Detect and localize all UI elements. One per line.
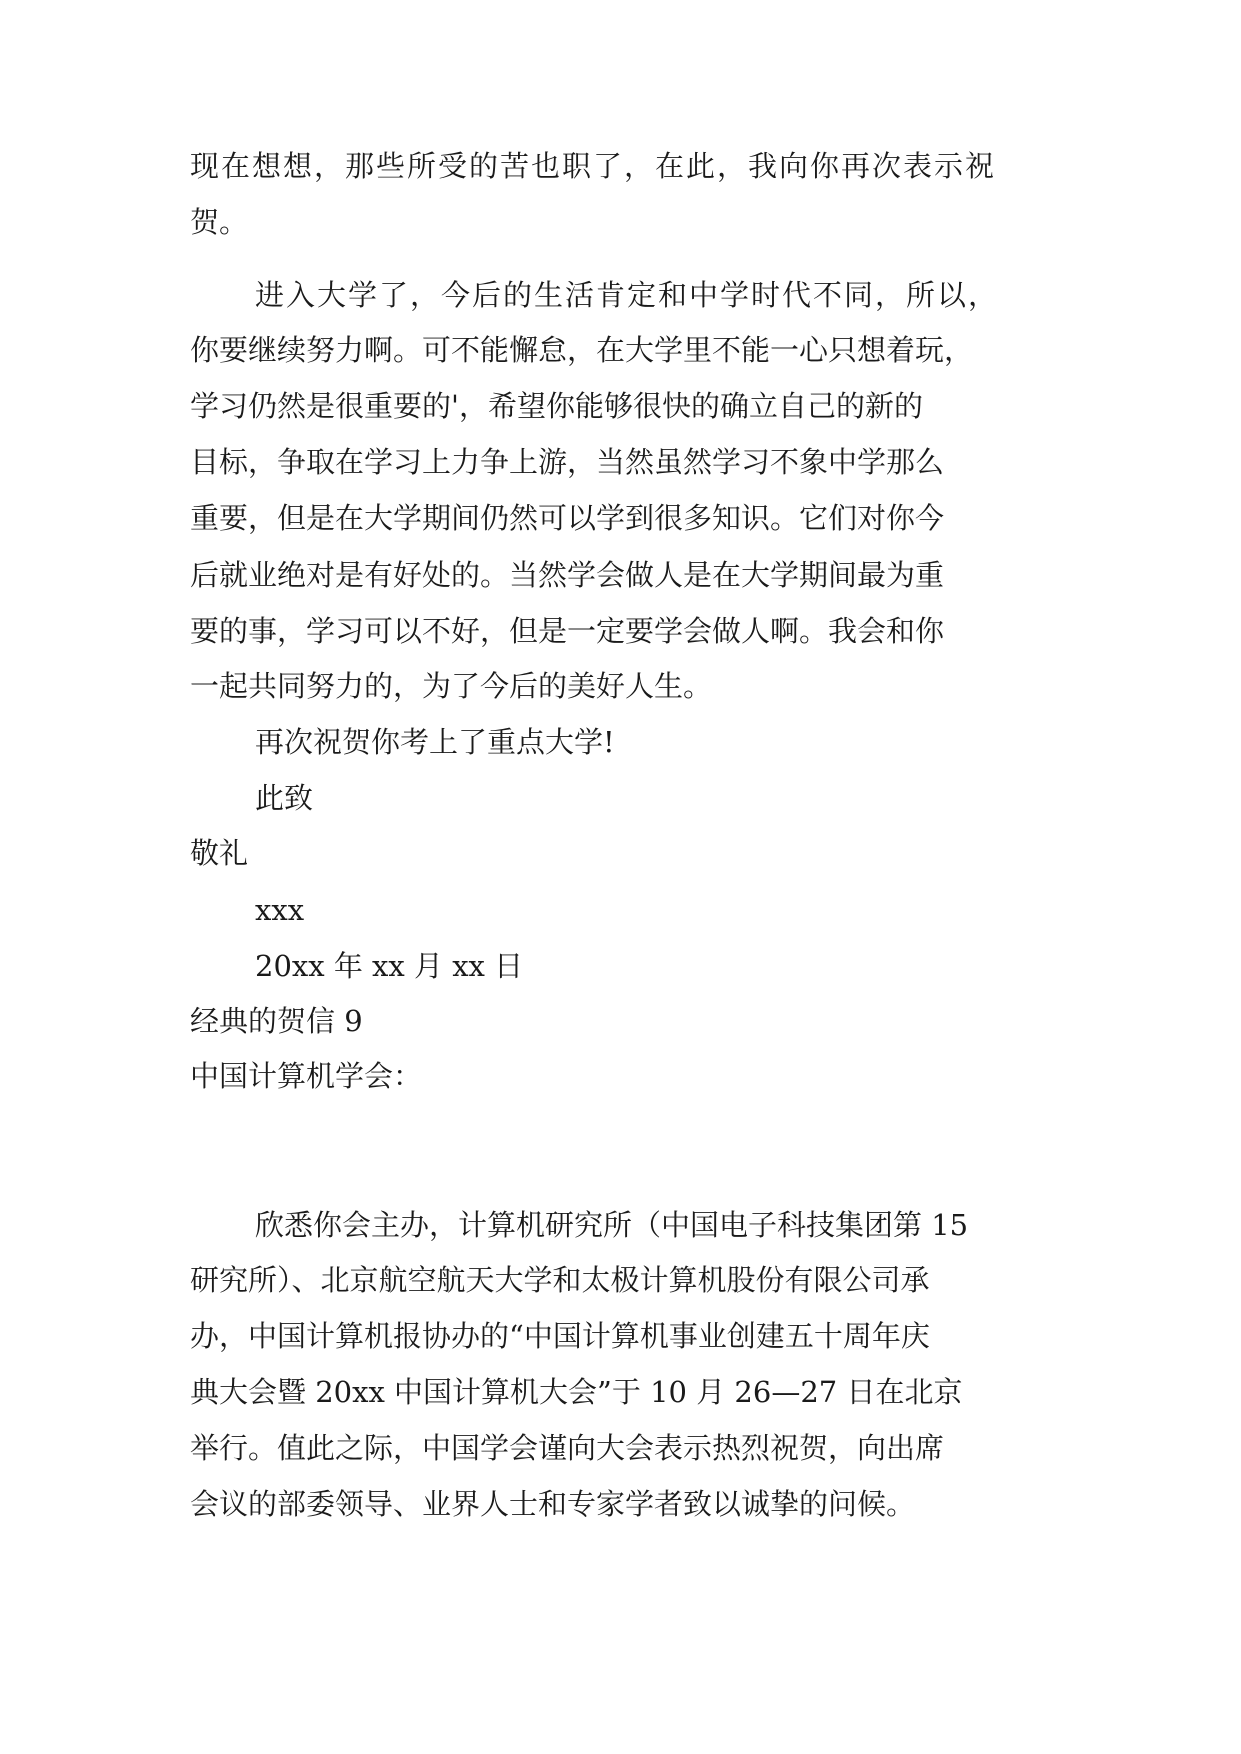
text-line: 学习仍然是很重要的'，希望你能够很快的确立自己的新的 <box>190 389 923 423</box>
text-line: 办，中国计算机报协办的“中国计算机事业创建五十周年庆 <box>190 1319 930 1353</box>
text-line: 一起共同努力的，为了今后的美好人生。 <box>190 669 713 703</box>
section-heading: 经典的贺信 9 <box>190 1004 363 1038</box>
text-line: 后就业绝对是有好处的。当然学会做人是在大学期间最为重 <box>190 558 945 592</box>
text-line: 会议的部委领导、业界人士和专家学者致以诚挚的问候。 <box>190 1487 916 1521</box>
signature-name: xxx <box>255 893 305 927</box>
signature-date: 20xx 年 xx 月 xx 日 <box>255 949 524 983</box>
text-line: 重要，但是在大学期间仍然可以学到很多知识。它们对你今 <box>190 501 945 535</box>
text-line: 目标，争取在学习上力争上游，当然虽然学习不象中学那么 <box>190 445 945 479</box>
text-line: 要的事，学习可以不好，但是一定要学会做人啊。我会和你 <box>190 614 945 648</box>
closing-regards: 敬礼 <box>190 836 249 870</box>
text-line: 进入大学了，今后的生活肯定和中学时代不同，所以， <box>255 278 1000 312</box>
text-line: 现在想想，那些所受的苦也职了，在此，我向你再次表示祝 <box>190 149 997 183</box>
text-line: 研究所）、北京航空航天大学和太极计算机股份有限公司承 <box>190 1263 930 1297</box>
text-line: 典大会暨 20xx 中国计算机大会”于 10 月 26—27 日在北京 <box>190 1375 963 1409</box>
text-line: 欣悉你会主办，计算机研究所（中国电子科技集团第 15 <box>255 1208 969 1242</box>
text-line: 你要继续努力啊。可不能懈怠，在大学里不能一心只想着玩， <box>190 333 974 367</box>
text-line: 再次祝贺你考上了重点大学! <box>255 725 615 759</box>
text-line: 举行。值此之际，中国学会谨向大会表示热烈祝贺，向出席 <box>190 1431 945 1465</box>
letter-addressee: 中国计算机学会： <box>190 1059 423 1093</box>
closing-salutation: 此致 <box>255 781 314 815</box>
text-line: 贺。 <box>190 205 249 239</box>
